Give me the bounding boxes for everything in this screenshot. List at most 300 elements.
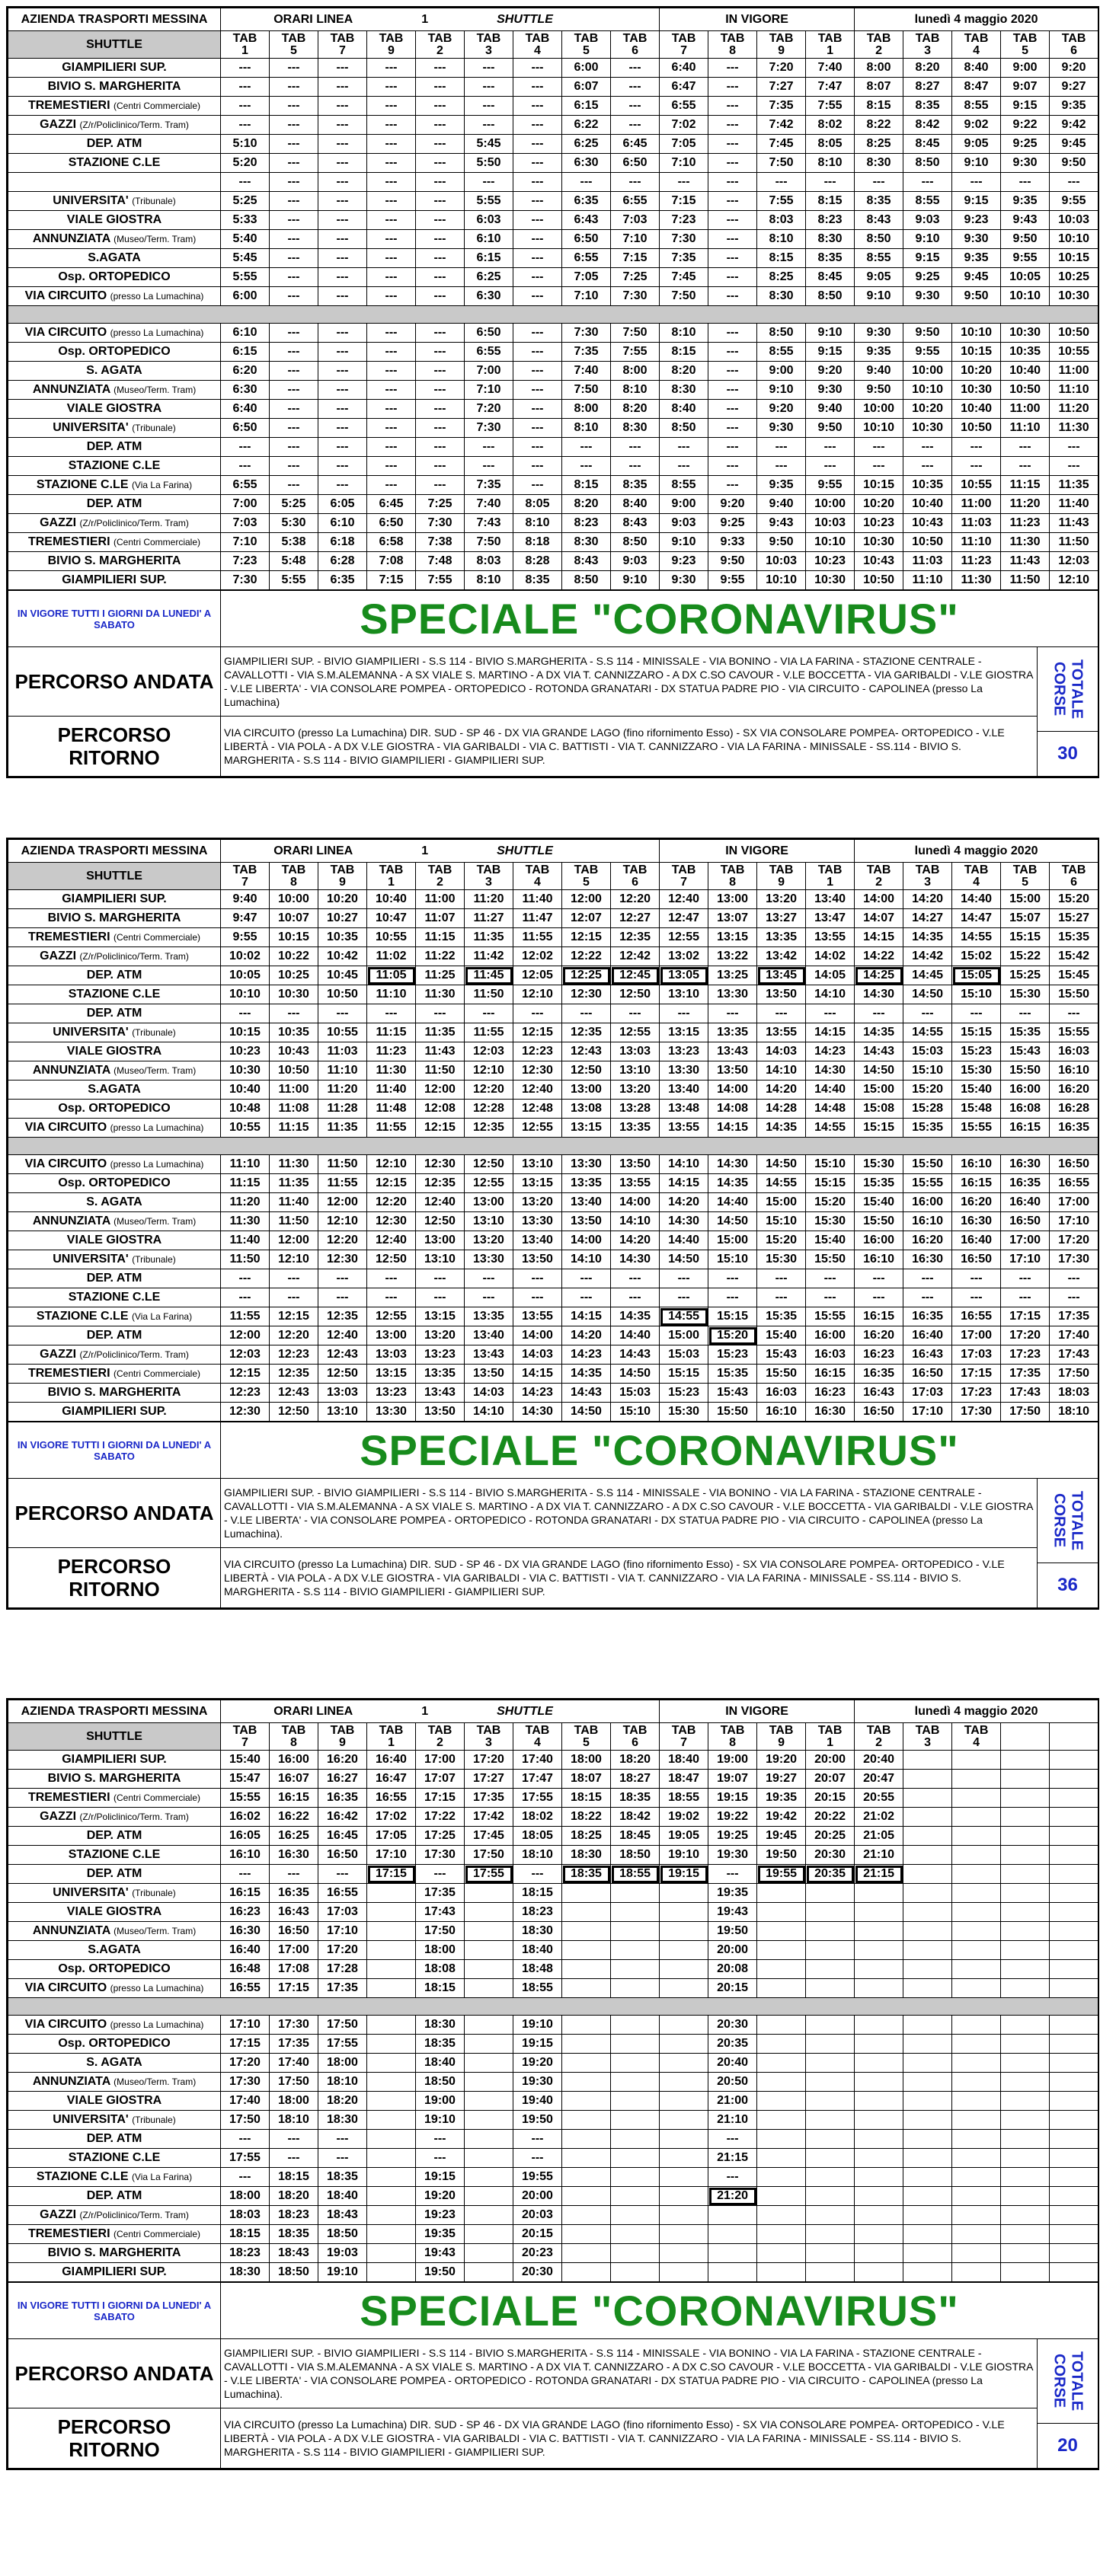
departure-time: 14:50 <box>855 1061 903 1081</box>
departure-time: 18:23 <box>270 2206 318 2225</box>
stop-label: DEP. ATM <box>86 2189 142 2202</box>
departure-time: 17:10 <box>1001 1250 1050 1269</box>
departure-time <box>367 2130 416 2149</box>
departure-time <box>367 2149 416 2168</box>
departure-time: --- <box>221 173 270 192</box>
departure-time <box>855 2187 903 2206</box>
departure-time: 8:40 <box>952 59 1001 78</box>
tab-number: 7 <box>680 875 688 889</box>
departure-time: 10:40 <box>952 400 1001 419</box>
percorso-ritorno-title: PERCORSO RITORNO <box>8 2408 221 2469</box>
stop-label: UNIVERSITA' <box>53 2113 129 2126</box>
departure-time: 15:00 <box>660 1326 708 1345</box>
departure-time: 7:30 <box>221 571 270 590</box>
departure-time: --- <box>416 2149 465 2168</box>
tab-number: 1 <box>388 1735 395 1749</box>
departure-time: 13:35 <box>416 1365 465 1384</box>
departure-time: 12:55 <box>367 1307 416 1326</box>
departure-time: --- <box>318 154 367 173</box>
stop-label: VIALE GIOSTRA <box>66 1234 162 1247</box>
departure-time: 16:10 <box>221 1846 270 1865</box>
departure-time: 11:50 <box>1050 533 1098 552</box>
departure-time <box>367 2187 416 2206</box>
departure-time: 13:05 <box>660 966 708 985</box>
timetable-row <box>8 2016 1098 2035</box>
departure-time: --- <box>513 1004 562 1023</box>
departure-time: 16:42 <box>318 1808 367 1827</box>
departure-time: --- <box>757 173 806 192</box>
departure-time: 15:10 <box>903 1061 952 1081</box>
departure-time <box>660 2035 708 2054</box>
departure-time: 15:42 <box>1050 947 1098 966</box>
departure-time: 9:40 <box>757 495 806 514</box>
departure-time <box>660 1979 708 1998</box>
timetable-row <box>8 2187 1098 2206</box>
departure-time: --- <box>270 173 318 192</box>
departure-time <box>465 2168 513 2187</box>
departure-time <box>1001 1865 1050 1884</box>
departure-time: 9:35 <box>1001 192 1050 211</box>
departure-time: 6:40 <box>221 400 270 419</box>
tab-number: 9 <box>388 43 395 57</box>
departure-time <box>903 2225 952 2244</box>
departure-time: 13:25 <box>708 966 757 985</box>
departure-time: 8:10 <box>757 230 806 249</box>
stop-qualifier: (Centri Commerciale) <box>113 932 201 943</box>
departure-time: 18:50 <box>416 2073 465 2092</box>
departure-time: 18:55 <box>611 1865 660 1884</box>
departure-time: 17:20 <box>1050 1231 1098 1250</box>
effective-date: lunedì 4 maggio 2020 <box>855 840 1098 863</box>
percorso-andata-text: GIAMPILIERI SUP. - BIVIO GIAMPILIERI - S.S 114 - BIVIO S.MARGHERITA - S.S 114 - MINISSALE - VIA BONINO - VIA LA FARINA - STAZIONE CENTRALE - CAVALLOTTI - VIA S.M.ALEMANNA - A SX VIALE S. MARTINO - A DX VIA T. CANNIZZARO - A DX C.SO CAVOUR - V.LE BOCCETTA - VIA GARIBALDI - V.LE GIOSTRA - V.LE LIBERTA' - VIA CONSOLARE POMPEA - ORTOPEDICO - ROTONDA GRANATARI - DX STATUA PADRE PIO - VIA CIRCUITO - CAPOLINEA (presso La Lumachina) <box>221 647 1038 717</box>
departure-time: 10:55 <box>221 1119 270 1138</box>
timetable-row <box>8 1846 1098 1865</box>
departure-time: --- <box>367 268 416 287</box>
departure-time: 16:23 <box>221 1903 270 1922</box>
departure-time <box>855 1903 903 1922</box>
departure-time <box>562 2016 611 2035</box>
departure-time <box>952 2244 1001 2263</box>
departure-time: 15:23 <box>708 1345 757 1365</box>
departure-time: 15:07 <box>1001 909 1050 928</box>
departure-time: 19:15 <box>660 1865 708 1884</box>
departure-time <box>660 2092 708 2111</box>
departure-time: --- <box>367 324 416 343</box>
departure-time: --- <box>611 97 660 116</box>
departure-time: 11:15 <box>221 1174 270 1193</box>
stop-label: VIA CIRCUITO <box>24 326 107 339</box>
departure-time: --- <box>270 59 318 78</box>
tab-label: TAB <box>817 863 843 876</box>
departure-time: --- <box>221 2130 270 2149</box>
departure-time <box>1050 2244 1098 2263</box>
departure-time: 21:15 <box>855 1865 903 1884</box>
departure-time: 18:50 <box>270 2263 318 2282</box>
speciale-banner: SPECIALE "CORONAVIRUS" <box>221 1422 1098 1479</box>
departure-time: 15:03 <box>660 1345 708 1365</box>
departure-time <box>952 2016 1001 2035</box>
tab-label: TAB <box>622 1723 648 1737</box>
departure-time: 9:50 <box>903 324 952 343</box>
departure-time <box>611 2092 660 2111</box>
departure-time: 16:07 <box>270 1770 318 1789</box>
departure-time: 14:50 <box>660 1250 708 1269</box>
stop-name <box>8 2263 221 2282</box>
departure-time: 19:20 <box>513 2054 562 2073</box>
departure-time: 9:20 <box>806 362 855 381</box>
departure-time <box>562 1941 611 1960</box>
departure-time: 5:38 <box>270 533 318 552</box>
departure-time: 8:00 <box>562 400 611 419</box>
departure-time: 12:10 <box>367 1155 416 1174</box>
departure-time: 12:02 <box>513 947 562 966</box>
status-label: IN VIGORE <box>660 8 855 31</box>
departure-time <box>806 2092 855 2111</box>
departure-time <box>367 2016 416 2035</box>
timetable-row <box>8 135 1098 154</box>
tab-label: TAB <box>330 31 355 45</box>
departure-time <box>806 1960 855 1979</box>
departure-time: --- <box>416 400 465 419</box>
departure-time: 20:00 <box>708 1941 757 1960</box>
departure-time: --- <box>270 476 318 495</box>
departure-time: 9:05 <box>952 135 1001 154</box>
departure-time: 6:10 <box>465 230 513 249</box>
departure-time: --- <box>416 457 465 476</box>
departure-time: 11:30 <box>1001 533 1050 552</box>
departure-time: 11:40 <box>1050 495 1098 514</box>
departure-time: 16:43 <box>270 1903 318 1922</box>
tab-column-header <box>221 863 270 890</box>
departure-time: 11:43 <box>1050 514 1098 533</box>
departure-time: 16:03 <box>1050 1042 1098 1061</box>
departure-time: 17:50 <box>318 2016 367 2035</box>
stop-name <box>8 928 221 947</box>
departure-time: 14:20 <box>611 1231 660 1250</box>
departure-time: 6:35 <box>318 571 367 590</box>
departure-time <box>1050 1979 1098 1998</box>
departure-time: 14:05 <box>806 966 855 985</box>
departure-time: 17:55 <box>318 2035 367 2054</box>
departure-time: 17:23 <box>952 1384 1001 1403</box>
departure-time <box>367 2073 416 2092</box>
departure-time <box>611 2225 660 2244</box>
departure-time: 8:45 <box>903 135 952 154</box>
departure-time: 15:35 <box>855 1174 903 1193</box>
departure-time <box>1050 1960 1098 1979</box>
departure-time: 14:10 <box>806 985 855 1004</box>
tab-number: 9 <box>339 875 346 889</box>
stop-name <box>8 230 221 249</box>
departure-time: 15:35 <box>903 1119 952 1138</box>
departure-time <box>952 1903 1001 1922</box>
tab-number: 2 <box>436 875 443 889</box>
departure-time <box>1001 1960 1050 1979</box>
stop-qualifier: (Z/r/Policlinico/Term. Tram) <box>79 951 189 962</box>
departure-time: --- <box>416 249 465 268</box>
stop-name <box>8 1941 221 1960</box>
departure-time: 11:55 <box>367 1119 416 1138</box>
departure-time: 9:55 <box>708 571 757 590</box>
departure-time: 7:10 <box>562 287 611 306</box>
departure-time: 10:45 <box>318 966 367 985</box>
departure-time <box>1050 2035 1098 2054</box>
departure-time: 14:15 <box>562 1307 611 1326</box>
departure-time: 9:25 <box>903 268 952 287</box>
timetable-grid <box>8 839 1098 1422</box>
departure-time: 14:42 <box>903 947 952 966</box>
timetable-row <box>8 1004 1098 1023</box>
totale-corse-value: 20 <box>1057 2435 1078 2456</box>
departure-time: --- <box>270 154 318 173</box>
departure-time <box>660 2130 708 2149</box>
departure-time: 5:25 <box>221 192 270 211</box>
departure-time <box>708 2225 757 2244</box>
departure-time: 15:30 <box>660 1403 708 1422</box>
tab-label: TAB <box>720 863 745 876</box>
departure-time <box>855 1960 903 1979</box>
departure-time: 14:15 <box>708 1119 757 1138</box>
departure-time: 21:05 <box>855 1827 903 1846</box>
departure-time: 18:00 <box>270 2092 318 2111</box>
departure-time <box>903 2187 952 2206</box>
departure-time <box>903 2263 952 2282</box>
departure-time: 13:10 <box>611 1061 660 1081</box>
departure-time <box>1001 2244 1050 2263</box>
tab-column-header <box>1050 1723 1098 1751</box>
departure-time: --- <box>1050 1269 1098 1288</box>
tab-number: 4 <box>973 43 980 57</box>
departure-time: 10:50 <box>855 571 903 590</box>
departure-time: 10:15 <box>952 343 1001 362</box>
departure-time <box>855 1941 903 1960</box>
stop-label: Osp. ORTOPEDICO <box>58 1962 171 1975</box>
departure-time: 15:40 <box>952 1081 1001 1100</box>
departure-time: 14:35 <box>757 1119 806 1138</box>
departure-time <box>611 1903 660 1922</box>
departure-time: 6:15 <box>221 343 270 362</box>
timetable-row <box>8 1808 1098 1827</box>
departure-time: 16:00 <box>1001 1081 1050 1100</box>
departure-time: 13:30 <box>562 1155 611 1174</box>
stop-label: S. AGATA <box>86 364 142 377</box>
departure-time: 12:50 <box>318 1365 367 1384</box>
percorso-andata-text: GIAMPILIERI SUP. - BIVIO GIAMPILIERI - S.S 114 - BIVIO S.MARGHERITA - S.S 114 - MINISSALE - VIA BONINO - VIA LA FARINA - STAZIONE CENTRALE - CAVALLOTTI - VIA S.M.ALEMANNA - A SX VIALE S. MARTINO - A DX VIA T. CANNIZZARO - A DX C.SO CAVOUR - V.LE BOCCETTA - VIA GARIBALDI - V.LE GIOSTRA - V.LE LIBERTA' - VIA CONSOLARE POMPEA - ORTOPEDICO - ROTONDA GRANATARI - DX STATUA PADRE PIO - VIA CIRCUITO - CAPOLINEA (presso La Lumachina). <box>221 1479 1038 1548</box>
departure-time: --- <box>367 419 416 438</box>
departure-time <box>562 2149 611 2168</box>
stop-label: GIAMPILIERI SUP. <box>62 1405 167 1418</box>
departure-time <box>1001 2130 1050 2149</box>
departure-time: --- <box>513 381 562 400</box>
departure-time: 17:00 <box>416 1751 465 1770</box>
departure-time: 6:50 <box>367 514 416 533</box>
departure-time: 11:35 <box>1050 476 1098 495</box>
stop-name <box>8 1155 221 1174</box>
stop-label: UNIVERSITA' <box>53 1026 129 1039</box>
departure-time: 17:10 <box>1050 1212 1098 1231</box>
departure-time: 7:43 <box>465 514 513 533</box>
tab-label: TAB <box>915 31 940 45</box>
departure-time: 12:00 <box>221 1326 270 1345</box>
departure-time: --- <box>270 268 318 287</box>
timetable-row <box>8 59 1098 78</box>
departure-time <box>757 2263 806 2282</box>
tab-column-header <box>1050 863 1098 890</box>
separator-band <box>8 306 1098 324</box>
departure-time <box>952 1789 1001 1808</box>
departure-time: --- <box>513 154 562 173</box>
departure-time: 13:50 <box>513 1250 562 1269</box>
tab-column-header <box>562 1723 611 1751</box>
departure-time: 13:50 <box>757 985 806 1004</box>
departure-time: 16:30 <box>806 1403 855 1422</box>
stop-name <box>8 1922 221 1941</box>
departure-time: 12:27 <box>611 909 660 928</box>
departure-time: 10:40 <box>221 1081 270 1100</box>
tab-label: TAB <box>964 863 989 876</box>
totale-corse-label: TOTALE CORSE <box>1050 2351 1086 2412</box>
departure-time <box>367 1941 416 1960</box>
departure-time: --- <box>513 476 562 495</box>
departure-time: 13:10 <box>416 1250 465 1269</box>
departure-time: 10:30 <box>806 571 855 590</box>
departure-time <box>562 2244 611 2263</box>
departure-time: 15:15 <box>855 1119 903 1138</box>
departure-time <box>806 2244 855 2263</box>
departure-time: --- <box>367 154 416 173</box>
departure-time <box>952 2111 1001 2130</box>
timetable-row <box>8 1979 1098 1998</box>
stop-name <box>8 1979 221 1998</box>
departure-time <box>465 2187 513 2206</box>
departure-time: 6:20 <box>221 362 270 381</box>
departure-time: 15:23 <box>952 1042 1001 1061</box>
departure-time: 17:43 <box>1050 1345 1098 1365</box>
departure-time: --- <box>513 1288 562 1307</box>
departure-time: 21:15 <box>708 2149 757 2168</box>
departure-time <box>855 2206 903 2225</box>
tab-number: 4 <box>973 1735 980 1749</box>
departure-time: --- <box>708 457 757 476</box>
departure-time: --- <box>367 362 416 381</box>
title-text: ORARI LINEA <box>273 844 353 857</box>
departure-time: 7:05 <box>660 135 708 154</box>
departure-time: 10:30 <box>952 381 1001 400</box>
stop-qualifier: (Tribunale) <box>132 196 176 206</box>
stop-label: ANNUNZIATA <box>32 383 110 396</box>
stop-name <box>8 2111 221 2130</box>
departure-time: 15:55 <box>806 1307 855 1326</box>
departure-time: 16:35 <box>318 1789 367 1808</box>
departure-time: 18:22 <box>562 1808 611 1827</box>
departure-time <box>562 2054 611 2073</box>
departure-time: 16:55 <box>318 1884 367 1903</box>
departure-time: --- <box>318 343 367 362</box>
departure-time: 16:30 <box>952 1212 1001 1231</box>
departure-time <box>855 1884 903 1903</box>
timetable-row <box>8 1288 1098 1307</box>
departure-time: 11:20 <box>1050 400 1098 419</box>
departure-time: 17:35 <box>270 2035 318 2054</box>
departure-time: 16:40 <box>1001 1193 1050 1212</box>
departure-time: 8:30 <box>562 533 611 552</box>
departure-time: 9:10 <box>952 154 1001 173</box>
departure-time: --- <box>708 1865 757 1884</box>
departure-time: 10:10 <box>903 381 952 400</box>
departure-time: --- <box>806 1269 855 1288</box>
tab-number: 7 <box>680 43 688 57</box>
departure-time: 19:55 <box>513 2168 562 2187</box>
departure-time: 18:35 <box>611 1789 660 1808</box>
departure-time <box>562 2130 611 2149</box>
departure-time: 18:00 <box>221 2187 270 2206</box>
departure-time <box>465 1941 513 1960</box>
departure-time: 13:10 <box>660 985 708 1004</box>
departure-time: 6:03 <box>465 211 513 230</box>
departure-time <box>367 2168 416 2187</box>
departure-time: 11:55 <box>465 1023 513 1042</box>
departure-time: 8:55 <box>757 343 806 362</box>
departure-time: 16:10 <box>757 1403 806 1422</box>
departure-time: 15:35 <box>1001 1023 1050 1042</box>
departure-time: --- <box>660 438 708 457</box>
departure-time: --- <box>367 78 416 97</box>
departure-time: 5:55 <box>270 571 318 590</box>
separator-band <box>8 1138 1098 1155</box>
departure-time: 10:25 <box>270 966 318 985</box>
departure-time <box>757 1903 806 1922</box>
departure-time <box>952 2130 1001 2149</box>
stop-label: BIVIO S. MARGHERITA <box>47 554 181 567</box>
departure-time: 14:15 <box>806 1023 855 1042</box>
departure-time <box>562 2187 611 2206</box>
departure-time: 10:00 <box>806 495 855 514</box>
departure-time: 12:30 <box>513 1061 562 1081</box>
stop-label: STAZIONE C.LE <box>36 2170 129 2183</box>
departure-time: 11:10 <box>318 1061 367 1081</box>
departure-time: 15:27 <box>1050 909 1098 928</box>
departure-time: 17:15 <box>416 1789 465 1808</box>
departure-time: --- <box>611 1004 660 1023</box>
departure-time: 17:50 <box>1050 1365 1098 1384</box>
departure-time: 17:23 <box>1001 1345 1050 1365</box>
departure-time: 7:10 <box>221 533 270 552</box>
stop-qualifier: (Via La Farina) <box>131 480 193 490</box>
departure-time: --- <box>1001 1004 1050 1023</box>
departure-time: 13:02 <box>660 947 708 966</box>
departure-time: --- <box>221 1269 270 1288</box>
departure-time: 10:10 <box>806 533 855 552</box>
departure-time: 13:50 <box>611 1155 660 1174</box>
tab-number: 5 <box>1022 875 1029 889</box>
tab-column-header <box>513 863 562 890</box>
departure-time: 12:00 <box>416 1081 465 1100</box>
departure-time: --- <box>708 268 757 287</box>
departure-time: 11:10 <box>1050 381 1098 400</box>
departure-time: 16:20 <box>855 1326 903 1345</box>
departure-time: 7:15 <box>660 192 708 211</box>
timetable-row <box>8 2168 1098 2187</box>
departure-time: 11:03 <box>903 552 952 571</box>
departure-time: 11:35 <box>465 928 513 947</box>
departure-time: 7:03 <box>611 211 660 230</box>
departure-time: 17:35 <box>1050 1307 1098 1326</box>
departure-time: --- <box>708 78 757 97</box>
departure-time: 8:47 <box>952 78 1001 97</box>
percorso-andata-title: PERCORSO ANDATA <box>8 647 221 717</box>
departure-time: 13:23 <box>416 1345 465 1365</box>
timetable-row <box>8 533 1098 552</box>
